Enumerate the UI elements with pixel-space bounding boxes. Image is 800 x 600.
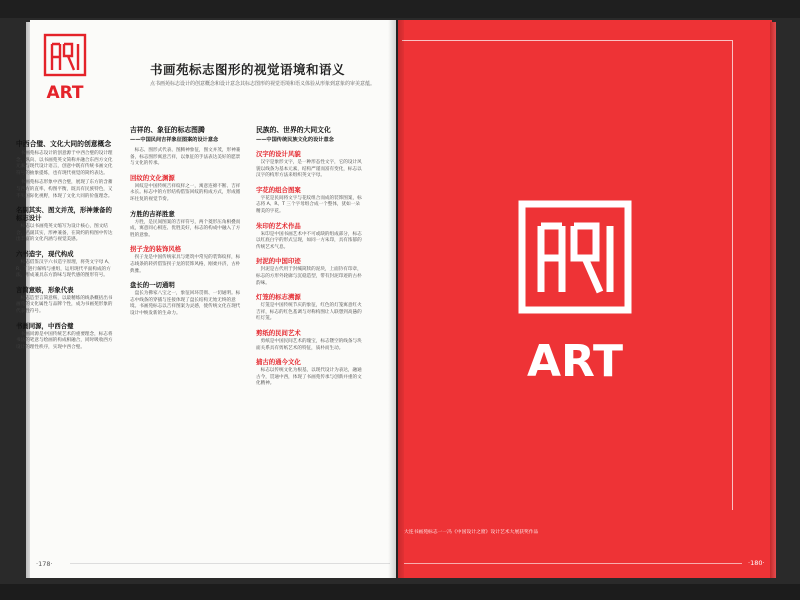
footer-rule-right (404, 563, 742, 564)
art-logo-icon (42, 32, 88, 108)
paragraph: 朱印是中国书画艺术中不可或缺的组成部分，标志以红底白字的形式呈现，如同一方朱印，具有浓郁的传统艺术气息。 (256, 231, 362, 250)
page-number-right-value: 180 (750, 559, 763, 567)
frame-top-rule (402, 40, 732, 41)
section-heading: 捕古的通今文化 (256, 358, 301, 367)
column-2-heading: 吉祥的、象征的标志图腾 (130, 126, 205, 134)
section-heading: 言简意赅，形象代表 (16, 285, 74, 294)
column-1-heading: 中西合璧、文化大同的创意概念 (16, 140, 112, 148)
text-column-2 (130, 126, 242, 321)
page-number-left: ·178· (36, 560, 53, 568)
image-caption: 大连书画苑标志一一冯《中国设计之窗》设计艺术大展获奖作品 (404, 530, 539, 535)
paragraph: 汉字是象形文字，是一种形态性文字，它的设计风貌以线条为基本元素，结构严谨而富有变化，标志以汉字的构形方法来组织英文字母。 (256, 160, 362, 179)
column-2-subheading: ——中国民间吉祥象征图案的设计意念 (130, 137, 219, 143)
section-heading: 名副其实、图文并茂，形神兼备的标志设计 (16, 206, 112, 223)
book-gutter-shadow (388, 20, 404, 578)
paragraph: 书画苑标志形象中西合璧，展现了东方的含蓄与西方的直率，构图平衡，既具有民族特色，又不失国际化视野，体现了文化大同的价值理念。 (16, 180, 113, 199)
section-heading: 字花的组合图案 (256, 185, 301, 194)
art-logo-large-icon (516, 198, 634, 398)
book-logo-small (42, 32, 88, 108)
text-column-1 (16, 140, 116, 354)
paragraph: 标志、图形式代表、图腾神象征，图文并茂，形神兼备，标志图形寓意吉祥，以象征的手法表达美好的愿景与文化的传承。 (130, 148, 241, 167)
paragraph: 方胜，是民间图案的吉祥符号，两个菱形压角相叠而成，寓意同心相连、优胜美好，标志的构成中融入了方胜的意象。 (130, 219, 241, 238)
column-3-subheading: ——中国传统民族文化的设计意念 (256, 137, 334, 143)
footer-rule-left (70, 563, 390, 564)
paragraph: 标志以书画苑英文缩写为设计核心，图文结合，名副其实，形神兼备，在简约的构图中传达出丰富的文化内涵与视觉美感。 (16, 224, 113, 243)
section-heading: 书画同源，中西合璧 (16, 321, 74, 330)
paragraph: 盘长为佛家八宝之一，象征回环贯彻、一切通明。标志中线条的穿插与连接体现了盘长结构无始无终的意境。书画苑标志以吉祥图案为灵感，使传统文化在现代设计中焕发新的生命力。 (130, 291, 241, 316)
section-heading: 盘长的一切通明 (130, 281, 175, 290)
section-heading: 汉字的设计风貌 (256, 150, 301, 158)
background-bottom (0, 584, 800, 600)
section-heading: 拐子龙的装饰风格 (130, 245, 182, 254)
paragraph: 书画苑标志设计的创意源于中西合璧的设计理念，纵向、以书画苑英文简称并融合东西方文化元素与现代设计语言，创意中既有传统书画文化符号的抽象提炼，也有现代视觉的简约表达。 (16, 151, 113, 176)
section-heading: 灯笼的标志溯源 (256, 293, 301, 302)
paragraph: 封泥是古代用于封缄简牍的泥块，上面钤有印章，标志的方形外轮廓与沉稳造型，带有封泥印迹的古朴韵味。 (256, 267, 362, 286)
paragraph: 字花是民间将文字与花纹组合而成的装饰图案，标志将 A、R、T 三个字母组合成一个整体，犹如一朵精美的字花。 (256, 195, 362, 214)
text-column-3 (256, 126, 362, 391)
paragraph: 标志以传统文化为根基，以现代设计为表达，融通古今，贯通中西，体现了书画苑传承与创新并重的文化精神。 (256, 368, 362, 387)
frame-right-rule (732, 40, 733, 510)
page-number-left-value: 178 (38, 560, 51, 568)
background-top (0, 0, 800, 18)
right-page-edge (770, 22, 776, 578)
section-heading: 回纹的文化渊源 (130, 173, 175, 182)
column-3-heading: 民族的、世界的大同文化 (256, 126, 331, 134)
section-heading: 剪纸的民间艺术 (256, 328, 301, 337)
paragraph: 标志借鉴汉字六书造字原理，将英文字母 A、R、T 进行解构与重组，运用现代平面构成的方法，形成兼具东方韵味与现代感的图形符号。 (16, 259, 113, 279)
section-heading: 封泥的中国印迹 (256, 257, 301, 266)
article-title: 书画苑标志图形的视觉语境和语义 (150, 62, 346, 77)
article-intro: 点书画苑标志设计的创意概念和设计意念其标志图形的视觉语境和语义体验从形象到意象的审美意蕴。 (150, 81, 376, 87)
section-heading: 六书造字，现代构成 (16, 249, 74, 258)
paragraph: 书画同源是中国传统艺术的重要理念，标志将书法的笔意与绘画的构成相融合，同时吸收西方设计的理性秩序，实现中西合璧。 (16, 331, 113, 350)
logo-large-art-text: ART (527, 336, 623, 387)
section-heading: 朱印的艺术作品 (256, 221, 301, 230)
paragraph: 剪纸是中国民间艺术的瑰宝，标志镂空的线条与块面关系具有剪纸艺术的特征，质朴而生动。 (256, 338, 362, 351)
book-logo-large (516, 198, 634, 398)
paragraph: 回纹是中国传统吉祥纹样之一，寓意连绵不断、吉祥永长。标志中的方形结构借鉴回纹的构成方式，形成循环往复的视觉节奏。 (130, 183, 241, 202)
section-heading: 方胜的吉祥胜意 (130, 209, 175, 218)
paragraph: 灯笼是中国传统节庆的象征，红色的灯笼寓意红火吉祥，标志的红色基调与对称构图让人联想到高悬的红灯笼。 (256, 303, 362, 322)
page-number-right: ·180· (748, 559, 765, 567)
paragraph: 拐子龙是中国传统家具与建筑中常见的装饰纹样，标志线条的转折借鉴拐子龙的装饰风格，刚柔并济，古朴典雅。 (130, 255, 241, 274)
paragraph: 标志造型言简意赅，以最精练的线条概括出书画苑的文化属性与品牌个性，成为书画苑形象的代表性符号。 (16, 295, 113, 314)
logo-art-text: ART (46, 83, 84, 103)
